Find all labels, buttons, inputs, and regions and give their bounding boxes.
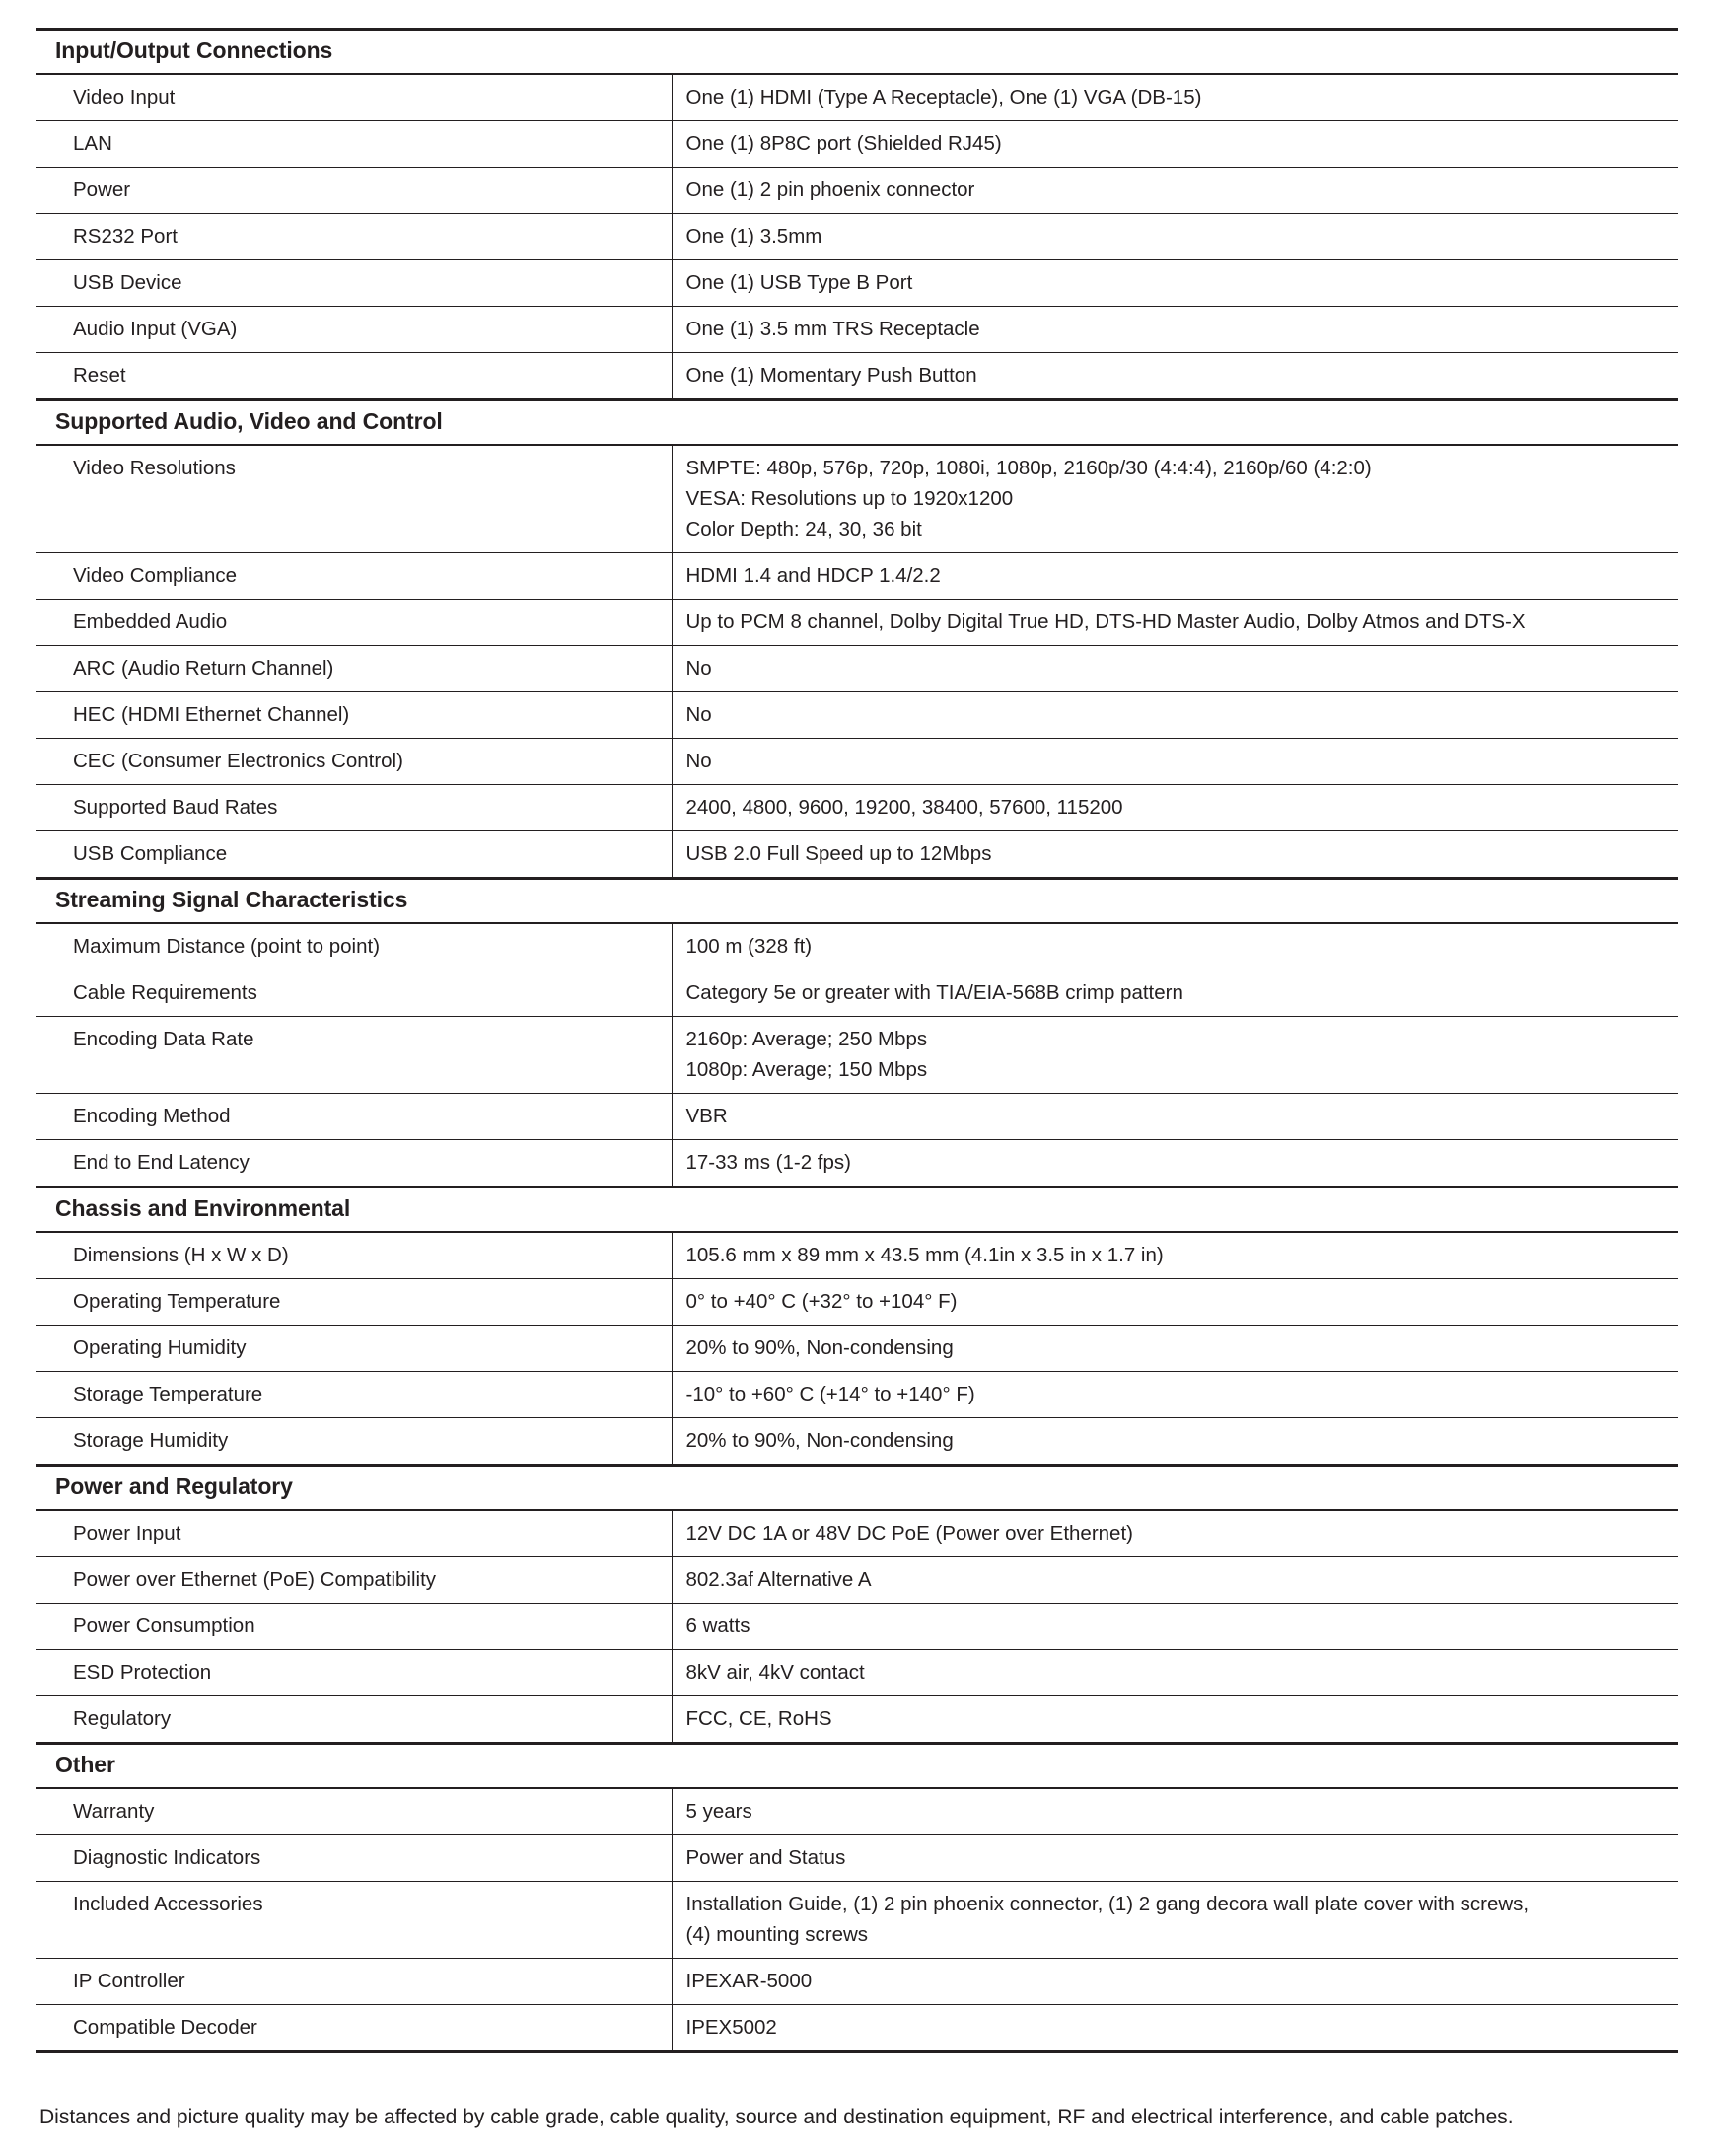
spec-value-line: One (1) Momentary Push Button [685, 364, 977, 387]
spec-value-line: 1080p: Average; 150 Mbps [685, 1058, 928, 1081]
spec-value [672, 1372, 1678, 1418]
section-title: Chassis and Environmental [36, 1187, 1678, 1233]
spec-value-line: 6 watts [685, 1615, 750, 1637]
spec-label: Warranty [36, 1788, 672, 1835]
spec-value [672, 1696, 1678, 1744]
spec-value [672, 831, 1678, 879]
section-header-row [36, 1187, 1678, 1233]
spec-value [672, 1604, 1678, 1650]
spec-value [672, 970, 1678, 1017]
spec-value [672, 353, 1678, 400]
spec-value [672, 1140, 1678, 1187]
spec-value [672, 307, 1678, 353]
spec-label: Power Input [36, 1510, 672, 1557]
spec-value-line: Power and Status [685, 1846, 846, 1869]
spec-value-line: No [685, 750, 712, 772]
spec-label: IP Controller [36, 1959, 672, 2005]
footnote-text: Distances and picture quality may be affected by cable grade, cable quality, source and destination equipment, RF and electrical interference, and cable patches. [39, 2106, 1514, 2128]
spec-value [672, 600, 1678, 646]
spec-row [36, 1557, 1678, 1604]
spec-value [672, 923, 1678, 970]
spec-label: CEC (Consumer Electronics Control) [36, 739, 672, 785]
spec-value-line: HDMI 1.4 and HDCP 1.4/2.2 [685, 564, 941, 587]
spec-value-line: One (1) 3.5 mm TRS Receptacle [685, 318, 980, 340]
spec-value-line: -10° to +60° C (+14° to +140° F) [685, 1383, 975, 1405]
spec-value [672, 445, 1678, 553]
spec-row [36, 1696, 1678, 1744]
spec-value [672, 1510, 1678, 1557]
spec-row [36, 307, 1678, 353]
spec-value-line: Color Depth: 24, 30, 36 bit [685, 518, 922, 540]
spec-row [36, 1650, 1678, 1696]
spec-label: Embedded Audio [36, 600, 672, 646]
spec-label: ARC (Audio Return Channel) [36, 646, 672, 692]
spec-label: Storage Humidity [36, 1418, 672, 1466]
spec-value-line: IPEXAR-5000 [685, 1970, 813, 1992]
spec-value-line: VESA: Resolutions up to 1920x1200 [685, 487, 1014, 510]
spec-value-line: No [685, 657, 712, 680]
spec-row [36, 1418, 1678, 1466]
spec-label: Encoding Data Rate [36, 1017, 672, 1094]
section-title: Supported Audio, Video and Control [36, 400, 1678, 446]
spec-row [36, 739, 1678, 785]
spec-row [36, 646, 1678, 692]
spec-value-line: 100 m (328 ft) [685, 935, 813, 958]
spec-value-line: 5 years [685, 1800, 752, 1823]
spec-value [672, 1882, 1678, 1959]
spec-row [36, 1279, 1678, 1326]
spec-value-line: 2160p: Average; 250 Mbps [685, 1028, 928, 1050]
spec-value-line: 105.6 mm x 89 mm x 43.5 mm (4.1in x 3.5 in x 1.7 in) [685, 1244, 1164, 1266]
section-title: Power and Regulatory [36, 1466, 1678, 1511]
spec-value-line: IPEX5002 [685, 2016, 777, 2039]
spec-value [672, 1094, 1678, 1140]
spec-row [36, 600, 1678, 646]
spec-label: LAN [36, 121, 672, 168]
spec-value-line: (4) mounting screws [685, 1923, 869, 1946]
spec-label: End to End Latency [36, 1140, 672, 1187]
spec-row [36, 923, 1678, 970]
specifications-table-body [36, 30, 1678, 2052]
spec-row [36, 214, 1678, 260]
spec-value-line: VBR [685, 1105, 728, 1127]
spec-label: USB Device [36, 260, 672, 307]
spec-label: Encoding Method [36, 1094, 672, 1140]
spec-value [672, 1959, 1678, 2005]
spec-value-line: 12V DC 1A or 48V DC PoE (Power over Ethernet) [685, 1522, 1133, 1545]
spec-value-line: Up to PCM 8 channel, Dolby Digital True HD, DTS-HD Master Audio, Dolby Atmos and DTS-X [685, 611, 1526, 633]
spec-value [672, 1650, 1678, 1696]
section-header-row [36, 1466, 1678, 1511]
spec-value [672, 74, 1678, 121]
spec-value-line: SMPTE: 480p, 576p, 720p, 1080i, 1080p, 2160p/30 (4:4:4), 2160p/60 (4:2:0) [685, 457, 1372, 479]
spec-value-line: One (1) 8P8C port (Shielded RJ45) [685, 132, 1002, 155]
spec-label: RS232 Port [36, 214, 672, 260]
section-header-row [36, 400, 1678, 446]
spec-value-line: 2400, 4800, 9600, 19200, 38400, 57600, 115200 [685, 796, 1123, 819]
spec-value [672, 121, 1678, 168]
spec-value [672, 2005, 1678, 2052]
spec-value [672, 785, 1678, 831]
spec-label: Storage Temperature [36, 1372, 672, 1418]
spec-row [36, 74, 1678, 121]
spec-row [36, 1232, 1678, 1279]
spec-value [672, 1017, 1678, 1094]
spec-value [672, 1788, 1678, 1835]
spec-label: Video Compliance [36, 553, 672, 600]
spec-value [672, 260, 1678, 307]
spec-value [672, 168, 1678, 214]
spec-value-line: One (1) 2 pin phoenix connector [685, 179, 975, 201]
spec-label: Supported Baud Rates [36, 785, 672, 831]
spec-value [672, 1326, 1678, 1372]
spec-value [672, 646, 1678, 692]
spec-label: Power Consumption [36, 1604, 672, 1650]
section-header-row [36, 1744, 1678, 1789]
spec-value [672, 1279, 1678, 1326]
spec-value-line: 8kV air, 4kV contact [685, 1661, 865, 1684]
spec-row [36, 2005, 1678, 2052]
spec-label: Maximum Distance (point to point) [36, 923, 672, 970]
spec-value-line: 802.3af Alternative A [685, 1568, 872, 1591]
spec-row [36, 1788, 1678, 1835]
spec-value-line: FCC, CE, RoHS [685, 1707, 832, 1730]
spec-row [36, 831, 1678, 879]
spec-value [672, 692, 1678, 739]
spec-row [36, 445, 1678, 553]
specifications-table [36, 28, 1678, 2053]
spec-value-line: 0° to +40° C (+32° to +104° F) [685, 1290, 958, 1313]
spec-row [36, 785, 1678, 831]
spec-label: Power [36, 168, 672, 214]
spec-label: HEC (HDMI Ethernet Channel) [36, 692, 672, 739]
spec-value [672, 1418, 1678, 1466]
spec-row [36, 553, 1678, 600]
spec-value [672, 739, 1678, 785]
spec-row [36, 1882, 1678, 1959]
spec-value-line: One (1) 3.5mm [685, 225, 822, 248]
spec-label: Compatible Decoder [36, 2005, 672, 2052]
spec-label: Regulatory [36, 1696, 672, 1744]
section-header-row [36, 30, 1678, 75]
spec-row [36, 1140, 1678, 1187]
section-header-row [36, 879, 1678, 924]
section-title: Streaming Signal Characteristics [36, 879, 1678, 924]
spec-row [36, 260, 1678, 307]
spec-value-line: One (1) HDMI (Type A Receptacle), One (1) VGA (DB-15) [685, 86, 1202, 108]
spec-row [36, 970, 1678, 1017]
spec-label: Reset [36, 353, 672, 400]
spec-row [36, 1326, 1678, 1372]
spec-label: Operating Temperature [36, 1279, 672, 1326]
spec-row [36, 1017, 1678, 1094]
spec-value-line: No [685, 703, 712, 726]
spec-label: Video Resolutions [36, 445, 672, 553]
spec-label: Cable Requirements [36, 970, 672, 1017]
spec-row [36, 353, 1678, 400]
spec-value-line: USB 2.0 Full Speed up to 12Mbps [685, 842, 992, 865]
spec-value [672, 1557, 1678, 1604]
spec-row [36, 121, 1678, 168]
section-title: Other [36, 1744, 1678, 1789]
spec-row [36, 1959, 1678, 2005]
spec-label: Dimensions (H x W x D) [36, 1232, 672, 1279]
spec-label: Diagnostic Indicators [36, 1835, 672, 1882]
spec-row [36, 1835, 1678, 1882]
spec-row [36, 1604, 1678, 1650]
spec-row [36, 1372, 1678, 1418]
spec-label: USB Compliance [36, 831, 672, 879]
spec-row [36, 692, 1678, 739]
spec-value-line: 20% to 90%, Non-condensing [685, 1336, 954, 1359]
spec-value-line: 17-33 ms (1-2 fps) [685, 1151, 851, 1174]
spec-label: Video Input [36, 74, 672, 121]
spec-value [672, 1835, 1678, 1882]
spec-label: Audio Input (VGA) [36, 307, 672, 353]
spec-value-line: Category 5e or greater with TIA/EIA-568B crimp pattern [685, 981, 1183, 1004]
spec-row [36, 168, 1678, 214]
spec-label: ESD Protection [36, 1650, 672, 1696]
spec-value-line: 20% to 90%, Non-condensing [685, 1429, 954, 1452]
spec-row [36, 1510, 1678, 1557]
spec-value-line: Installation Guide, (1) 2 pin phoenix connector, (1) 2 gang decora wall plate cover with screws, [685, 1893, 1530, 1915]
spec-row [36, 1094, 1678, 1140]
spec-value [672, 1232, 1678, 1279]
spec-label: Operating Humidity [36, 1326, 672, 1372]
section-title: Input/Output Connections [36, 30, 1678, 75]
spec-value-line: One (1) USB Type B Port [685, 271, 913, 294]
spec-value [672, 553, 1678, 600]
spec-value [672, 214, 1678, 260]
spec-label: Included Accessories [36, 1882, 672, 1959]
spec-label: Power over Ethernet (PoE) Compatibility [36, 1557, 672, 1604]
